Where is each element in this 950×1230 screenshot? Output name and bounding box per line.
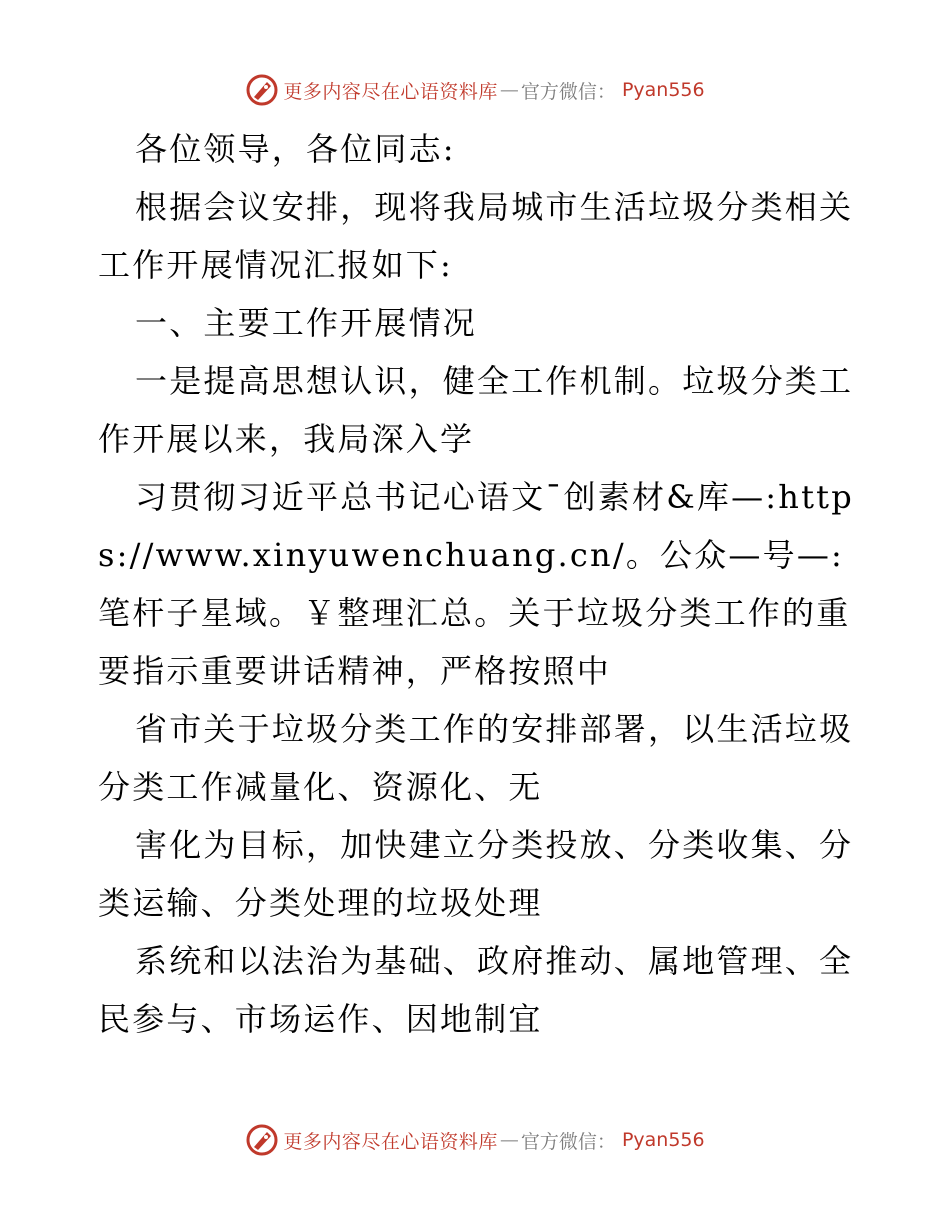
paragraph-body: 省市关于垃圾分类工作的安排部署，以生活垃圾分类工作减量化、资源化、无 [98, 710, 854, 806]
banner-wechat-id: Pyan556 [621, 79, 705, 101]
banner-colon: ： [596, 80, 616, 103]
pen-nib-logo-icon [245, 1123, 279, 1157]
banner-official-label: 官方微信 [520, 1130, 597, 1153]
document-body [98, 120, 858, 1048]
footer-watermark-banner [0, 1120, 950, 1160]
paragraph-intro: 根据会议安排，现将我局城市生活垃圾分类相关工作开展情况汇报如下: [98, 188, 854, 284]
paragraph-body: 一是提高思想认识，健全工作机制。垃圾分类工作开展以来，我局深入学 [98, 362, 854, 458]
section-heading: 一、主要工作开展情况 [135, 304, 478, 342]
paragraph-body: 害化为目标，加快建立分类投放、分类收集、分类运输、分类处理的垃圾处理 [98, 826, 854, 922]
banner-official-label: 官方微信 [520, 80, 597, 103]
banner-separator: — [499, 1129, 519, 1151]
banner-separator: — [499, 79, 519, 101]
banner-main-text: 更多内容尽在心语资料库 [283, 80, 498, 103]
header-watermark-banner [0, 70, 950, 110]
banner-wechat-id: Pyan556 [621, 1129, 705, 1151]
paragraph-salutation: 各位领导，各位同志: [135, 130, 456, 168]
banner-colon: ： [596, 1130, 616, 1153]
pen-nib-logo-icon [245, 73, 279, 107]
paragraph-body: 习贯彻习近平总书记心语文¯创素材&库—:https://www.xinyuwenchuang.cn/。公众—号—:笔杆子星域。￥整理汇总。关于垃圾分类工作的重要指示重要讲话精神，严格按照中 [98, 478, 854, 690]
banner-main-text: 更多内容尽在心语资料库 [283, 1130, 498, 1153]
paragraph-body: 系统和以法治为基础、政府推动、属地管理、全民参与、市场运作、因地制宜 [98, 942, 854, 1038]
